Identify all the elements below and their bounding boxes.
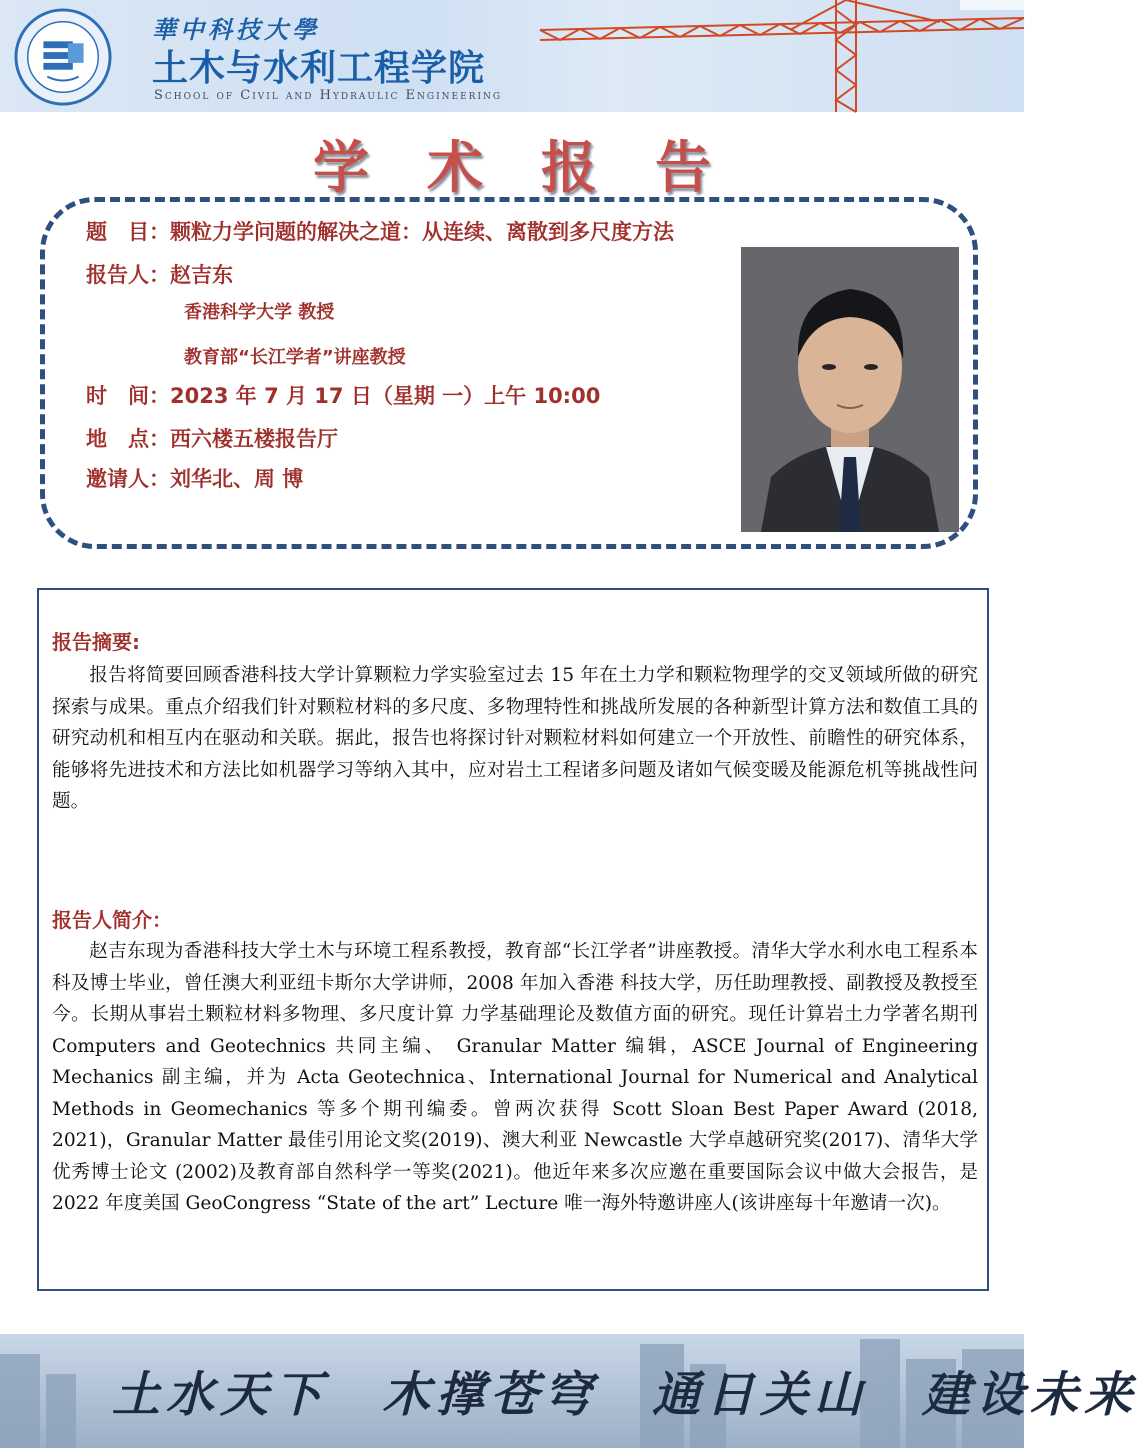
place-row bbox=[86, 423, 338, 453]
school-name: 土木与水利工程学院 bbox=[152, 48, 486, 89]
topic-row bbox=[86, 216, 674, 246]
report-title: 学术报告 bbox=[313, 136, 769, 201]
time-value: 2023 年 7 月 17 日（星期 一）上午 10:00 bbox=[170, 384, 601, 408]
abstract-text: 报告将简要回顾香港科技大学计算颗粒力学实验室过去 15 年在土力学和颗粒物理学的交叉领域所做的研究探索与成果。重点介绍我们针对颗粒材料的多尺度、多物理特性和挑战所发展的各种新型计算方法和数值工具的研究动机和相互内在驱动和关联。据此，报告也将探讨针对颗粒材料如何建立一个开放性、前瞻性的研究体系，能够将先进技术和方法比如机器学习等纳入其中，应对岩土工程诸多问题及诸如气候变暖及能源危机等挑战性问题。 bbox=[52, 665, 978, 812]
topic-value: 颗粒力学问题的解决之道：从连续、离散到多尺度方法 bbox=[170, 220, 674, 244]
university-name: 華中科技大學 bbox=[152, 15, 320, 44]
time-row bbox=[86, 380, 600, 410]
place-value: 西六楼五楼报告厅 bbox=[170, 427, 338, 451]
speaker-affiliation-1: 香港科学大学 教授 bbox=[184, 302, 335, 323]
school-logo bbox=[14, 8, 112, 106]
speaker-value: 赵吉东 bbox=[170, 263, 233, 287]
header-banner bbox=[0, 0, 1024, 112]
abstract-heading: 报告摘要: bbox=[52, 630, 140, 654]
bio-text: 赵吉东现为香港科技大学土木与环境工程系教授，教育部“长江学者”讲座教授。清华大学水利水电工程系本科及博士毕业，曾任澳大利亚纽卡斯尔大学讲师，2008 年加入香港 科技大学，历任助理教授、副教授及教授至今。长期从事岩土颗粒材料多物理、多尺度计算 力学基础理论及数值方面的研究。现任计算岩土力学著名期刊 Computers and Geotechnics 共同主编、 Granular Matter 编辑，ASCE Journal of Engineering Mechanics 副主编，并为 Acta Geotechnica、International Journal for Numerical and Analytical Methods in Geomechanics 等多个期刊编委。曾两次获得 Scott Sloan Best Paper Award (2018, 2021)，Granular Matter 最佳引用论文奖(2019)、澳大利亚 Newcastle 大学卓越研究奖(2017)、清华大学优秀博士论文 (2002)及教育部自然科学一等奖(2021)。他近年来多次应邀在重要国际会议中做大会报告，是 2022 年度美国 GeoCongress “State of the art” Lecture 唯一海外特邀讲座人(该讲座每十年邀请一次)。 bbox=[52, 941, 978, 1214]
speaker-label: 报告人： bbox=[86, 263, 170, 287]
speaker-photo bbox=[741, 247, 959, 532]
speaker-row bbox=[86, 259, 233, 289]
inviter-value: 刘华北、周 博 bbox=[170, 467, 304, 491]
crane-illustration bbox=[540, 0, 1024, 112]
bio-heading: 报告人简介： bbox=[52, 908, 172, 932]
footer-motto: 土水天下 木撑苍穹 通日关山 建设未来 bbox=[112, 1367, 1138, 1423]
speaker-affiliation-2: 教育部“长江学者”讲座教授 bbox=[184, 347, 406, 368]
time-label: 时 间： bbox=[86, 384, 170, 408]
place-label: 地 点： bbox=[86, 427, 170, 451]
footer-banner bbox=[0, 1334, 1138, 1448]
topic-label: 题 目： bbox=[86, 220, 170, 244]
inviter-row bbox=[86, 463, 303, 493]
school-name-english: School of Civil and Hydraulic Engineering bbox=[154, 88, 503, 103]
inviter-label: 邀请人： bbox=[86, 467, 170, 491]
